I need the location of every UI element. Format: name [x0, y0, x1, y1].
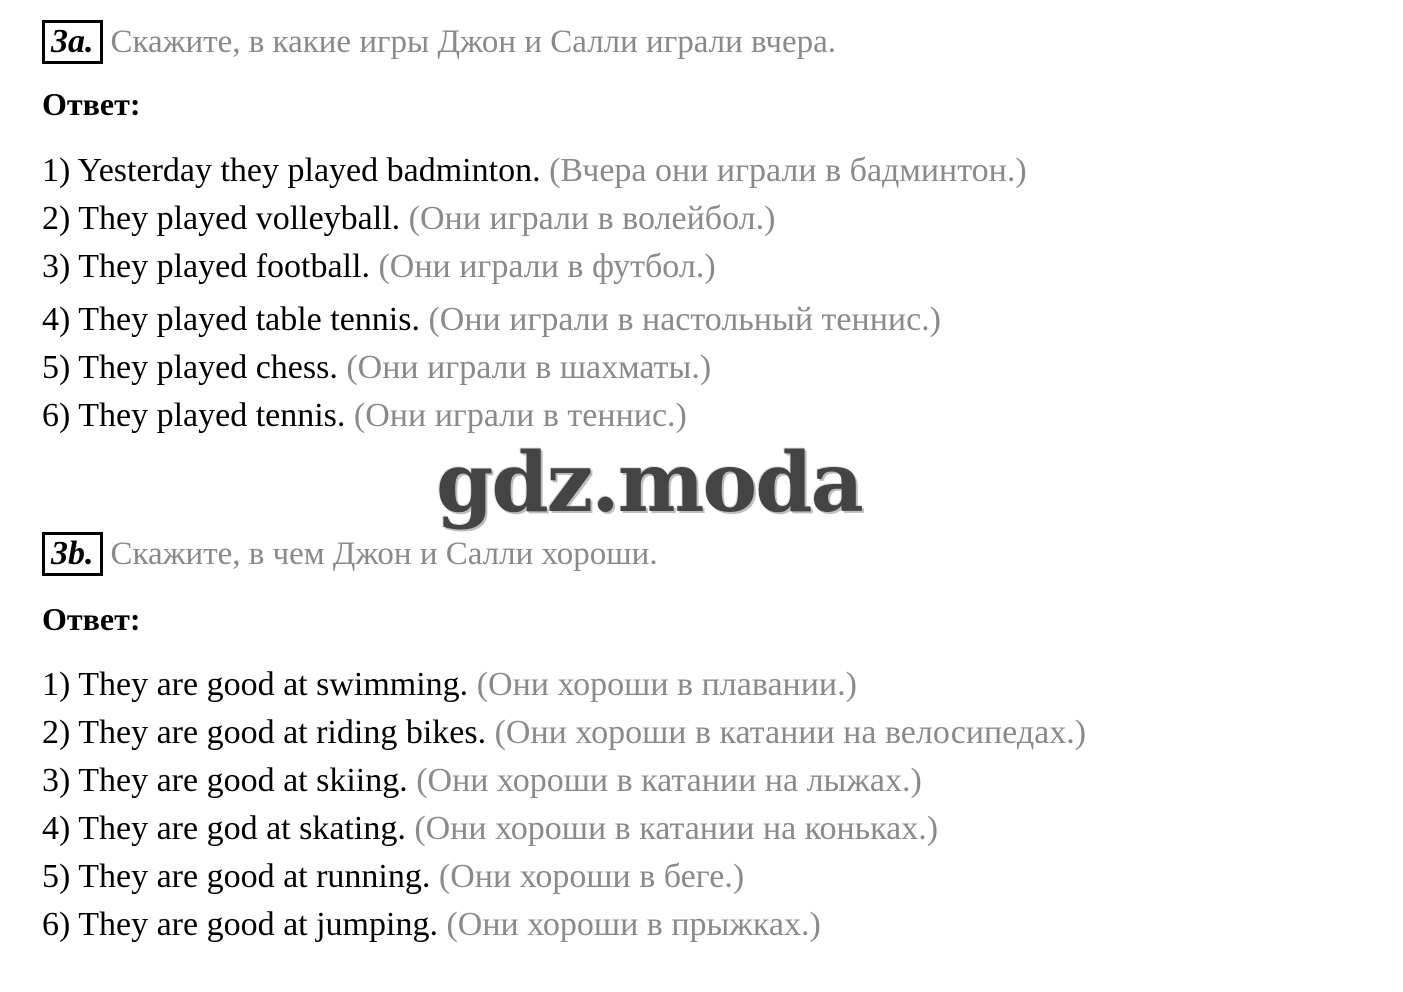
task-b-badge: 3b.: [42, 532, 103, 576]
answer-english: 1) Yesterday they played badminton.: [42, 152, 541, 189]
answer-english: 3) They are good at skiing.: [42, 762, 408, 799]
task-b-question: Скажите, в чем Джон и Салли хороши.: [110, 535, 658, 572]
answer-translation: (Они играли в футбол.): [378, 248, 716, 285]
answer-english: 1) They are good at swimming.: [42, 666, 469, 703]
list-item: [42, 709, 1086, 757]
answer-english: 5) They are good at running.: [42, 858, 431, 895]
answer-translation: (Они играли в волейбол.): [408, 200, 776, 237]
list-item: [42, 661, 1086, 709]
answer-english: 5) They played chess.: [42, 349, 338, 386]
answer-english: 2) They played volleyball.: [42, 200, 401, 237]
task-a-answer-label: Ответ:: [42, 86, 141, 122]
list-item: [42, 392, 1027, 440]
list-item: [42, 805, 1086, 853]
answer-translation: (Вчера они играли в бадминтон.): [549, 152, 1027, 189]
answer-english: 4) They played table tennis.: [42, 301, 420, 338]
answer-translation: (Они хороши в прыжках.): [446, 906, 821, 943]
list-item: [42, 195, 1027, 243]
list-item: [42, 147, 1027, 195]
answer-english: 4) They are god at skating.: [42, 810, 406, 847]
answer-translation: (Они хороши в катании на велосипедах.): [494, 714, 1087, 751]
list-item: [42, 853, 1086, 901]
answer-translation: (Они играли в теннис.): [353, 397, 687, 434]
answer-english: 2) They are good at riding bikes.: [42, 714, 487, 751]
watermark-logo: gdz.moda: [436, 435, 862, 531]
task-a-question: Скажите, в какие игры Джон и Салли играли вчера.: [110, 23, 837, 60]
list-item: [42, 296, 1027, 344]
list-item: [42, 344, 1027, 392]
answer-translation: (Они играли в шахматы.): [346, 349, 712, 386]
answer-translation: (Они хороши в катании на лыжах.): [416, 762, 922, 799]
answer-translation: (Они хороши в беге.): [438, 858, 745, 895]
task-a-answer-list: [42, 147, 1027, 440]
answer-english: 6) They are good at jumping.: [42, 906, 438, 943]
task-b-header: [42, 532, 658, 576]
list-item: [42, 243, 1027, 291]
task-b-answer-list: [42, 661, 1086, 949]
list-item: [42, 901, 1086, 949]
answer-translation: (Они хороши в катании на коньках.): [414, 810, 939, 847]
list-item: [42, 757, 1086, 805]
answer-translation: (Они хороши в плавании.): [476, 666, 857, 703]
answer-translation: (Они играли в настольный теннис.): [428, 301, 941, 338]
answer-english: 6) They played tennis.: [42, 397, 346, 434]
task-a-badge: 3a.: [42, 20, 103, 64]
task-b-answer-label: Ответ:: [42, 601, 141, 637]
task-a-header: [42, 20, 836, 64]
answer-english: 3) They played football.: [42, 248, 370, 285]
